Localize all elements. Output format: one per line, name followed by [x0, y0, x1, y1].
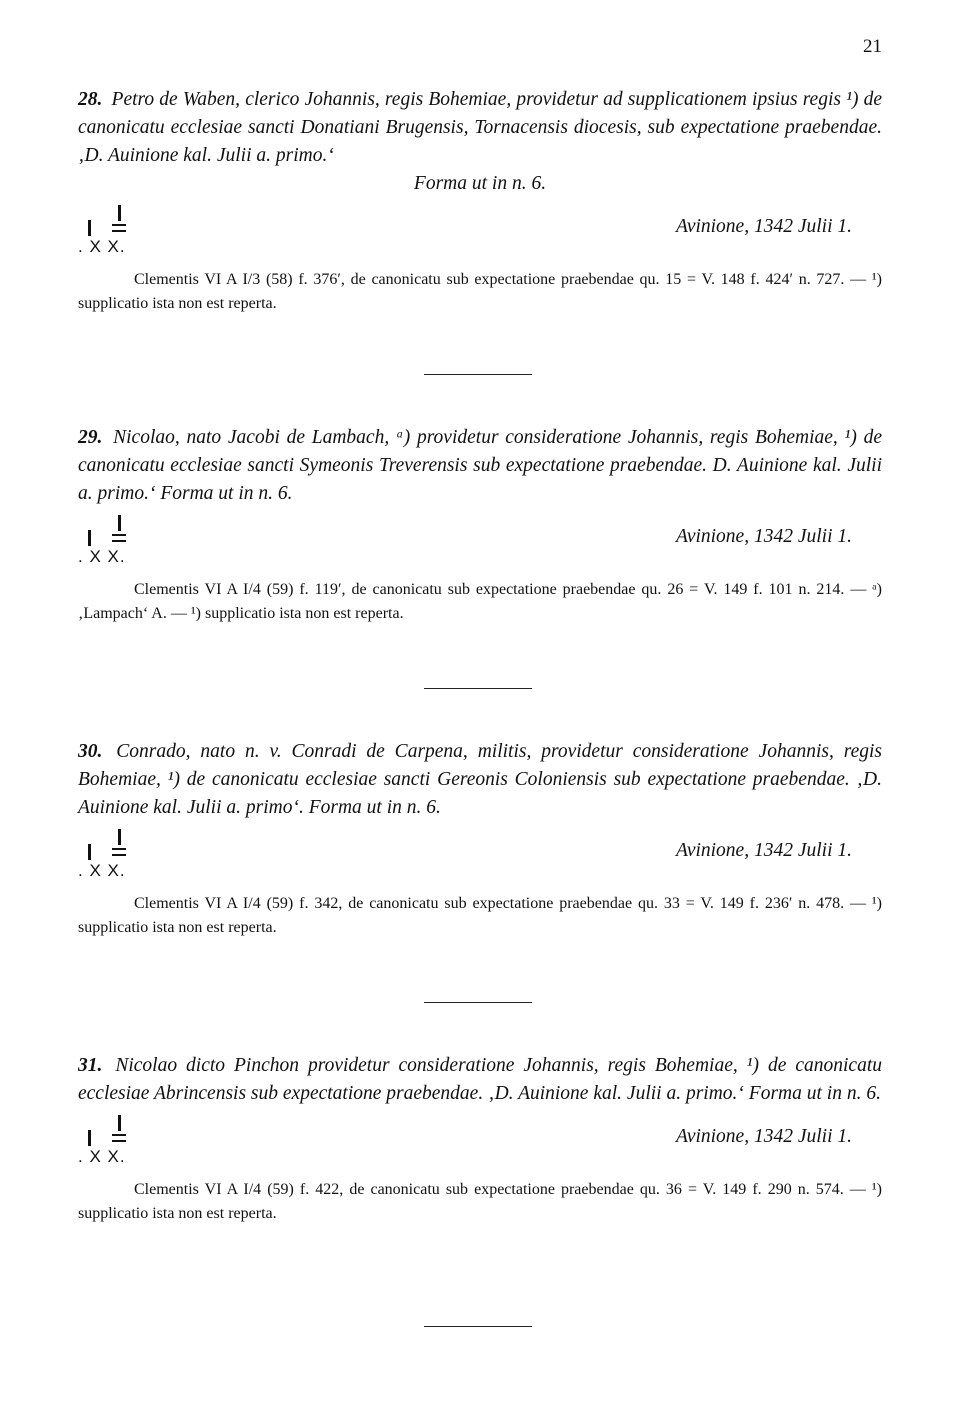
chancery-marks-text: . X X. — [78, 1147, 126, 1166]
entry-30 — [78, 738, 882, 940]
chancery-marks-text: . X X. — [78, 547, 126, 566]
date-row — [78, 512, 882, 568]
divider — [424, 1002, 532, 1003]
entry-28 — [78, 86, 882, 316]
entry-date: Avinione, 1342 Julii 1. — [675, 216, 852, 237]
entry-number: 28. — [78, 89, 103, 110]
divider — [424, 1326, 532, 1327]
source-note: Clementis VI A I/4 (59) f. 342, de canonicatu sub expectatione praebendae qu. 33 = V. 149 f. 236′ n. 478. — ¹) supplicatio ista non est reperta. — [78, 895, 882, 936]
date-row — [78, 202, 882, 258]
chancery-marks — [78, 826, 168, 882]
entry-number: 30. — [78, 741, 103, 762]
source-note: Clementis VI A I/3 (58) f. 376′, de canonicatu sub expectatione praebendae qu. 15 = V. 148 f. 424′ n. 727. — ¹) supplicatio ista non est reperta. — [78, 271, 882, 312]
chancery-marks — [78, 202, 168, 258]
entry-text — [78, 424, 882, 508]
entry-date: Avinione, 1342 Julii 1. — [675, 526, 852, 547]
entry-text — [78, 1052, 882, 1108]
entry-forma: Forma ut in n. 6. — [413, 173, 547, 194]
chancery-marks-text: . X X. — [78, 237, 126, 256]
entry-number: 29. — [78, 427, 103, 448]
source-note: Clementis VI A I/4 (59) f. 422, de canonicatu sub expectatione praebendae qu. 36 = V. 149 f. 290 n. 574. — ¹) supplicatio ista non est reperta. — [78, 1181, 882, 1222]
entry-body: Conrado, nato n. v. Conradi de Carpena, militis, providetur consideratione Johannis, regis Bohemiae, ¹) de canonicatu ecclesiae sancti Gereonis Coloniensis sub expectatione praebendae. ‚D. Auinione kal. Julii a. primo‘. Forma ut in n. 6. — [78, 741, 882, 818]
divider — [424, 374, 532, 375]
entry-date: Avinione, 1342 Julii 1. — [675, 840, 852, 861]
entry-text — [78, 86, 882, 198]
divider — [424, 688, 532, 689]
page-number: 21 — [863, 36, 882, 57]
entry-29 — [78, 424, 882, 626]
source-note: Clementis VI A I/4 (59) f. 119′, de canonicatu sub expectatione praebendae qu. 26 = V. 149 f. 101 n. 214. — ᵃ) ‚Lampach‘ A. — ¹) supplicatio ista non est reperta. — [78, 581, 882, 622]
date-row — [78, 826, 882, 882]
chancery-marks — [78, 1112, 168, 1168]
entry-body: Nicolao dicto Pinchon providetur consideratione Johannis, regis Bohemiae, ¹) de canonicatu ecclesiae Abrincensis sub expectatione praebendae. ‚D. Auinione kal. Julii a. primo.‘ Forma ut in n. 6. — [78, 1055, 883, 1104]
entry-body: Nicolao, nato Jacobi de Lambach, ᵃ) providetur consideratione Johannis, regis Bohemiae, ¹) de canonicatu ecclesiae sancti Symeonis Treverensis sub expectatione praebendae. D. Auinione kal. Julii a. primo.‘ Forma ut in n. 6. — [78, 427, 883, 504]
entry-body: Petro de Waben, clerico Johannis, regis Bohemiae, providetur ad supplicationem ipsius regis ¹) de canonicatu ecclesiae sancti Donatiani Brugensis, Tornacensis diocesis, sub expectatione praebendae. ‚D. Auinione kal. Julii a. primo.‘ — [78, 89, 883, 166]
chancery-marks-text: . X X. — [78, 861, 126, 880]
chancery-marks — [78, 512, 168, 568]
entry-date: Avinione, 1342 Julii 1. — [675, 1126, 852, 1147]
entry-number: 31. — [78, 1055, 103, 1076]
date-row — [78, 1112, 882, 1168]
entry-text — [78, 738, 882, 822]
entry-31 — [78, 1052, 882, 1226]
